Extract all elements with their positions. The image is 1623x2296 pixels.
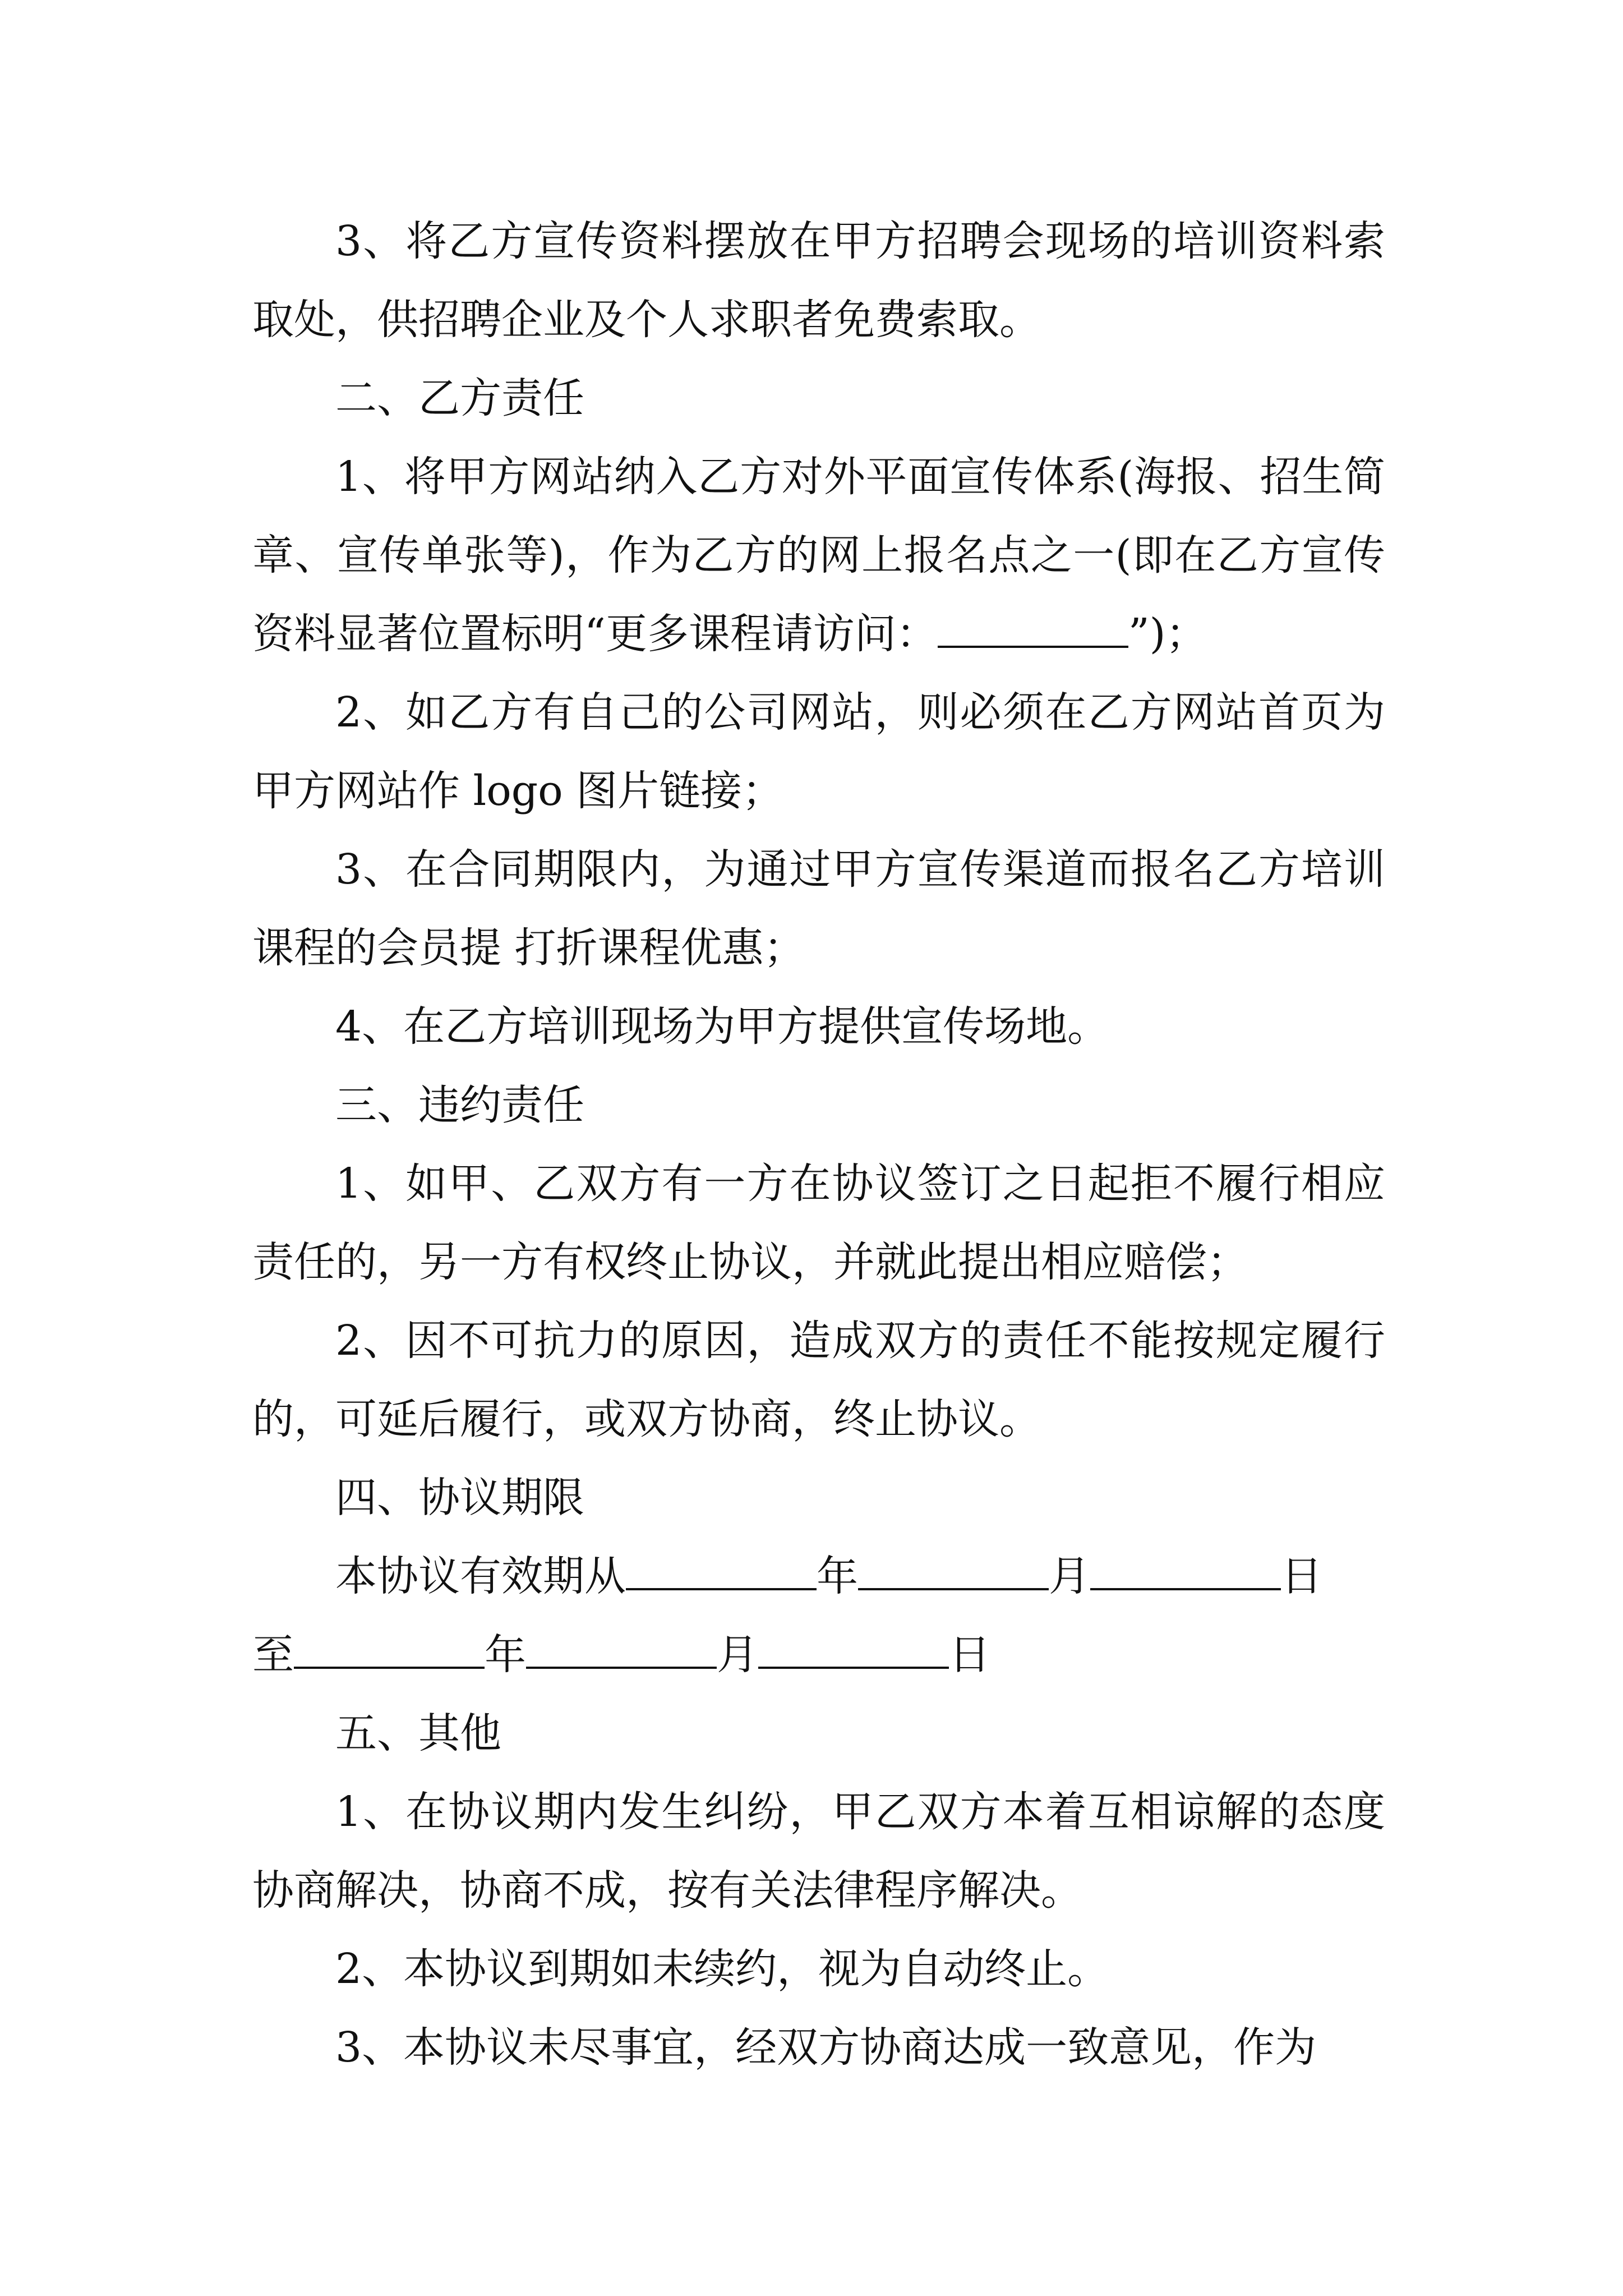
day-label: 日	[1281, 1552, 1322, 1600]
paragraph-breach-refusal: 1、如甲、乙双方有一方在协议签订之日起拒不履行相应责任的，另一方有权终止协议，并就此提出相应赔偿；	[252, 1159, 1385, 1286]
paragraph-term-end	[252, 1616, 1385, 1694]
paragraph-venue: 4、在乙方培训现场为甲方提供宣传场地。	[335, 1002, 1109, 1051]
month-label: 月	[1049, 1552, 1090, 1600]
start-month-blank	[858, 1547, 1049, 1590]
document-page	[252, 202, 1385, 2087]
end-day-blank	[758, 1625, 949, 1669]
term-lead-text: 本协议有效期从	[335, 1552, 626, 1600]
paragraph-training-materials: 3、将乙方宣传资料摆放在甲方招聘会现场的培训资料索取处，供招聘企业及个人求职者免费索取。	[252, 217, 1385, 344]
end-year-blank	[294, 1625, 485, 1669]
year-label: 年	[817, 1552, 858, 1600]
to-label: 至	[252, 1631, 294, 1679]
section-heading-term: 四、协议期限	[335, 1474, 584, 1522]
section-heading-breach: 三、违约责任	[335, 1081, 584, 1129]
end-year-label: 年	[485, 1631, 526, 1679]
paragraph-term-start	[252, 1537, 1385, 1616]
end-day-label: 日	[949, 1631, 990, 1679]
paragraph-website-promotion	[252, 438, 1385, 673]
paragraph-website-promotion-end: ”)；	[1128, 610, 1207, 658]
paragraph-logo-link: 2、如乙方有自己的公司网站，则必须在乙方网站首页为甲方网站作 logo 图片链接；	[252, 688, 1385, 815]
start-year-blank	[626, 1547, 817, 1590]
paragraph-unresolved-matters: 3、本协议未尽事宜，经双方协商达成一致意见，作为	[335, 2023, 1317, 2072]
paragraph-disputes: 1、在协议期内发生纠纷，甲乙双方本着互相谅解的态度协商解决，协商不成，按有关法律程序解决。	[252, 1788, 1385, 1915]
paragraph-discount: 3、在合同期限内，为通过甲方宣传渠道而报名乙方培训课程的会员提 打折课程优惠；	[252, 845, 1385, 972]
paragraph-expiry: 2、本协议到期如未续约，视为自动终止。	[335, 1945, 1109, 1993]
start-day-blank	[1090, 1547, 1281, 1590]
end-month-blank	[526, 1625, 717, 1669]
url-blank-line	[938, 604, 1128, 648]
section-heading-party-b-duties: 二、乙方责任	[335, 374, 584, 422]
paragraph-website-promotion-text: 1、将甲方网站纳入乙方对外平面宣传体系(海报、招生简章、宣传单张等)，作为乙方的网上报名点之一(即在乙方宣传资料显著位置标明“更多课程请访问：	[252, 453, 1385, 658]
paragraph-force-majeure: 2、因不可抗力的原因，造成双方的责任不能按规定履行的，可延后履行，或双方协商，终止协议。	[252, 1317, 1385, 1443]
section-heading-other: 五、其他	[335, 1709, 501, 1757]
end-month-label: 月	[717, 1631, 758, 1679]
